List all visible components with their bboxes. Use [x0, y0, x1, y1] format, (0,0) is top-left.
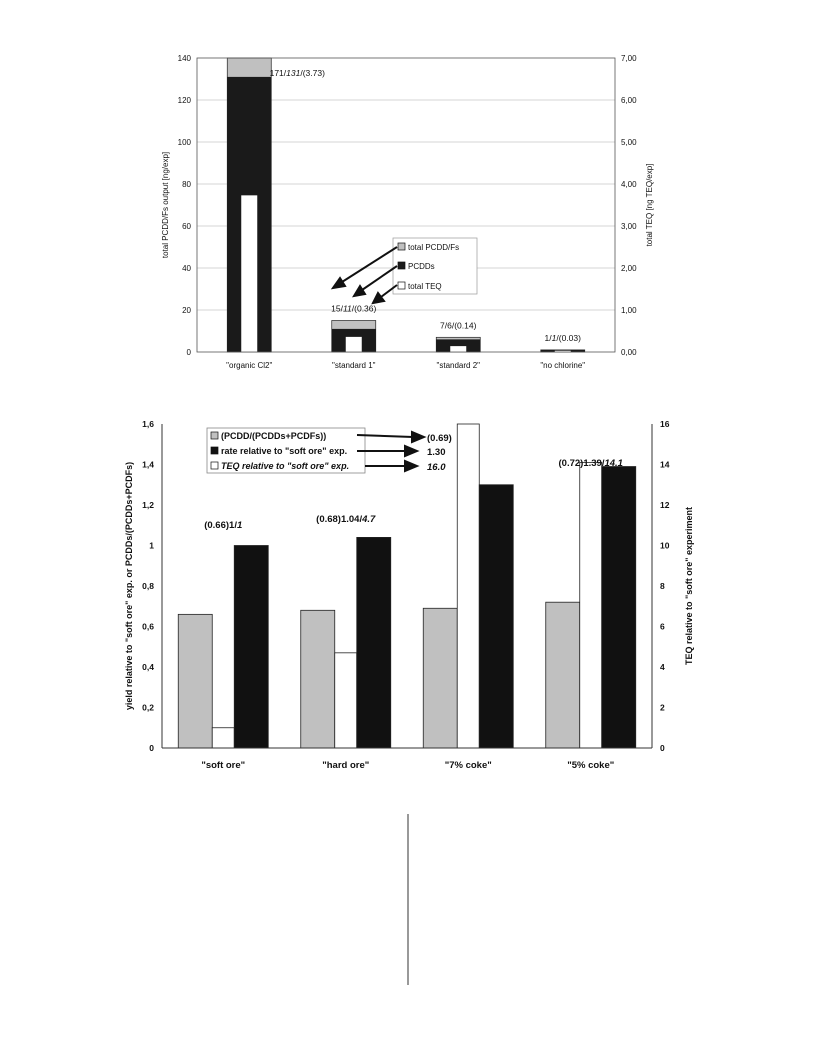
- chart-1-annotations: [270, 68, 582, 343]
- chart-2-y-ticks: [142, 419, 154, 753]
- category-label-hard-ore: "hard ore": [322, 760, 370, 771]
- chart-2-y2-axis-label: TEQ relative to "soft ore" experiment: [684, 506, 694, 666]
- y2-tick-label: 12: [660, 500, 670, 510]
- y-tick-label: 120: [177, 96, 191, 105]
- annotation-soft-ore: (0.66)1/1: [204, 520, 243, 531]
- arrow-pcdd-ratio-head: [412, 432, 424, 442]
- legend-label-rate: rate relative to "soft ore" exp.: [221, 446, 348, 456]
- y2-tick-label: 3,00: [621, 222, 637, 231]
- y2-tick-label: 4: [660, 662, 665, 672]
- arrow-3-head: [373, 293, 384, 303]
- y-tick-label: 80: [182, 180, 191, 189]
- bar-pcdd-pcdds-pcdfs: [546, 602, 580, 748]
- chart-1-y-ticks: [178, 54, 192, 357]
- y2-tick-label: 8: [660, 581, 665, 591]
- bar-rate-relative-to-soft-ore-exp: [357, 537, 391, 748]
- arrow-1-head: [333, 278, 345, 288]
- chart-1-category-labels: [226, 361, 585, 370]
- chart-1-y2-axis-label: total TEQ [ng TEQ/exp]: [645, 163, 654, 247]
- category-label-5-coke: "5% coke": [567, 760, 615, 771]
- legend-value-pcdd-ratio: (0.69): [427, 433, 452, 444]
- bar-rate-relative-to-soft-ore-exp: [479, 485, 513, 748]
- bar-total-teq: [241, 195, 257, 352]
- legend-value-teq: 16.0: [427, 462, 446, 473]
- y2-tick-label: 7,00: [621, 54, 637, 63]
- legend-swatch-pcdd-ratio: [211, 432, 218, 439]
- y-tick-label: 0,2: [142, 702, 154, 713]
- annotation-no-chlorine: 1/1/(0.03): [544, 332, 581, 343]
- y2-tick-label: 0: [660, 743, 665, 753]
- chart-2-y-axis-label: yield relative to "soft ore" exp. or PCDDs/(PCDDs+PCDFs): [124, 461, 134, 711]
- bar-rate-relative-to-soft-ore-exp: [234, 546, 268, 749]
- chart-2-category-labels: [201, 760, 614, 771]
- chart-2-legend: [207, 428, 365, 473]
- category-label-standard-1: "standard 1": [332, 361, 376, 370]
- y2-tick-label: 2,00: [621, 264, 637, 273]
- y-tick-label: 140: [177, 54, 191, 63]
- bar-teq-relative-to-soft-ore-exp: [457, 424, 479, 748]
- y-tick-label: 0: [186, 348, 191, 357]
- y-tick-label: 1,2: [142, 500, 154, 510]
- annotation-standard-1: 15/11/(0.36): [331, 303, 377, 314]
- y2-tick-label: 5,00: [621, 138, 637, 147]
- y2-tick-label: 6: [660, 621, 665, 632]
- annotation-organic-cl2: 171/131/(3.73): [269, 68, 325, 78]
- bar-rate-relative-to-soft-ore-exp: [602, 467, 636, 748]
- annotation-standard-2: 7/6/(0.14): [440, 320, 477, 331]
- y-tick-label: 0,6: [142, 621, 154, 632]
- category-label-7-coke: "7% coke": [444, 760, 492, 771]
- chart-2: [124, 419, 694, 771]
- y-tick-label: 0: [149, 743, 154, 753]
- category-label-no-chlorine: "no chlorine": [540, 361, 586, 370]
- bar-pcdd-pcdds-pcdfs: [178, 614, 212, 748]
- legend-label-pcdds: PCDDs: [408, 262, 435, 271]
- bar-pcdd-pcdds-pcdfs: [423, 608, 457, 748]
- chart-1-legend-arrows: [333, 247, 397, 303]
- y-tick-label: 100: [177, 138, 191, 147]
- y-tick-label: 0,4: [142, 662, 154, 672]
- y2-tick-label: 4,00: [621, 180, 637, 189]
- y2-tick-label: 0,00: [621, 348, 637, 357]
- y-tick-label: 60: [182, 222, 191, 231]
- chart-1-y2-ticks: [621, 54, 637, 357]
- category-label-organic-cl2: "organic Cl2": [226, 361, 273, 370]
- y-tick-label: 1,4: [142, 459, 154, 470]
- y-tick-label: 1,6: [142, 419, 154, 429]
- bar-teq-relative-to-soft-ore-exp: [212, 728, 234, 748]
- arrow-2: [362, 266, 397, 290]
- y2-tick-label: 2: [660, 702, 665, 713]
- chart-1-y-axis-label: total PCDD/Fs output [ng/exp]: [161, 151, 170, 259]
- legend-label-total-teq: total TEQ: [408, 282, 442, 291]
- chart-1-legend: [393, 238, 477, 294]
- chart-1-bars: [227, 58, 585, 352]
- chart-1: [161, 54, 654, 370]
- arrow-rate-head: [405, 446, 417, 456]
- category-label-standard-2: "standard 2": [436, 361, 480, 370]
- y2-tick-label: 14: [660, 459, 670, 470]
- annotation-hard-ore: (0.68)1.04/4.7: [316, 514, 376, 525]
- bar-total-teq: [346, 337, 362, 352]
- legend-swatch-teq: [211, 462, 218, 469]
- legend-swatch-pcdds: [398, 262, 405, 269]
- legend-label-pcdd-ratio: (PCDD/(PCDDs+PCDFs)): [221, 431, 327, 441]
- legend-label-total-pcdd-fs: total PCDD/Fs: [408, 243, 460, 252]
- y2-tick-label: 1,00: [621, 306, 637, 315]
- legend-swatch-total-teq: [398, 282, 405, 289]
- y-tick-label: 0,8: [142, 581, 154, 591]
- legend-swatch-rate: [211, 447, 218, 454]
- arrow-2-head: [354, 286, 365, 296]
- legend-swatch-total-pcdd-fs: [398, 243, 405, 250]
- legend-label-teq: TEQ relative to "soft ore" exp.: [221, 461, 350, 471]
- legend-value-rate: 1.30: [427, 447, 446, 458]
- y-tick-label: 40: [182, 264, 191, 273]
- arrow-teq-head: [405, 461, 417, 471]
- bar-total-teq: [450, 346, 466, 352]
- y2-tick-label: 16: [660, 419, 670, 429]
- y-tick-label: 1: [149, 540, 154, 551]
- arrow-1: [342, 247, 397, 282]
- chart-2-legend-arrows: [357, 432, 424, 471]
- bar-teq-relative-to-soft-ore-exp: [335, 653, 357, 748]
- bar-teq-relative-to-soft-ore-exp: [580, 462, 602, 748]
- category-label-soft-ore: "soft ore": [201, 760, 246, 771]
- annotation-5-coke: (0.72)1.39/14.1: [558, 458, 623, 469]
- chart-2-y2-ticks: [660, 419, 670, 753]
- y-tick-label: 20: [182, 306, 191, 315]
- y2-tick-label: 10: [660, 540, 670, 551]
- bar-pcdd-pcdds-pcdfs: [301, 610, 335, 748]
- y2-tick-label: 6,00: [621, 96, 637, 105]
